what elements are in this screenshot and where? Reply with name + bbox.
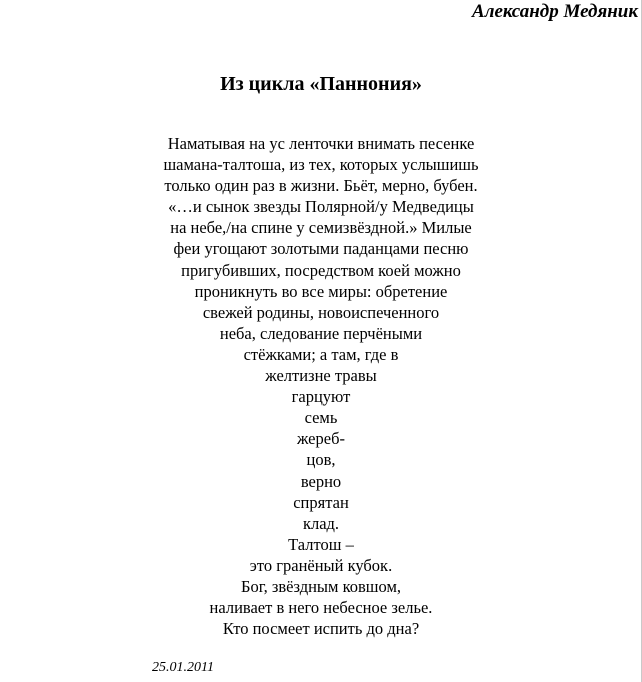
poem-line: пригубивших, посредством коей можно: [181, 260, 461, 280]
poem-line: Наматывая на ус ленточки внимать песенке: [167, 134, 475, 153]
poem-line: желтизне травы: [265, 366, 377, 386]
poem-line: цов,: [306, 450, 336, 470]
poem-line: стёжками; а там, где в: [243, 344, 399, 364]
poem-line: клад.: [302, 513, 340, 533]
poem-line: феи угощают золотыми паданцами песню: [173, 239, 469, 259]
poem-title: Из цикла «Паннония»: [220, 73, 422, 95]
poem-line: только один раз в жизни. Бьёт, мерно, бубен.: [164, 176, 478, 196]
poem-line: это гранёный кубок.: [249, 555, 393, 575]
author-name: Александр Медяник: [472, 1, 638, 22]
poem-line: свежей родины, новоиспеченного: [202, 302, 440, 322]
poem-line: Кто посмеет испить до дна?: [222, 619, 420, 639]
poem-line: верно: [300, 471, 342, 491]
poem-line: наливает в него небесное зелье.: [209, 598, 433, 618]
poem-line: на небе,/на спине у семизвёздной.» Милые: [170, 218, 472, 238]
poem-line: Бог, звёздным ковшом,: [240, 576, 402, 596]
poem-line: семь: [304, 408, 338, 428]
poem-line: «…и сынок звезды Полярной/у Медведицы: [168, 197, 474, 217]
poem-line: Талтош –: [288, 534, 354, 554]
poem-line: неба, следование перчёными: [219, 323, 423, 343]
poem-line: гарцуют: [291, 387, 351, 407]
poem-line: жереб-: [297, 429, 345, 449]
publication-date: 25.01.2011: [152, 660, 214, 675]
poem-line: шамана-талтоша, из тех, которых услышишь: [163, 155, 479, 175]
poem-body: [0, 133, 642, 639]
poem-line: проникнуть во все миры: обретение: [194, 281, 448, 301]
poem-line: спрятан: [293, 492, 349, 512]
